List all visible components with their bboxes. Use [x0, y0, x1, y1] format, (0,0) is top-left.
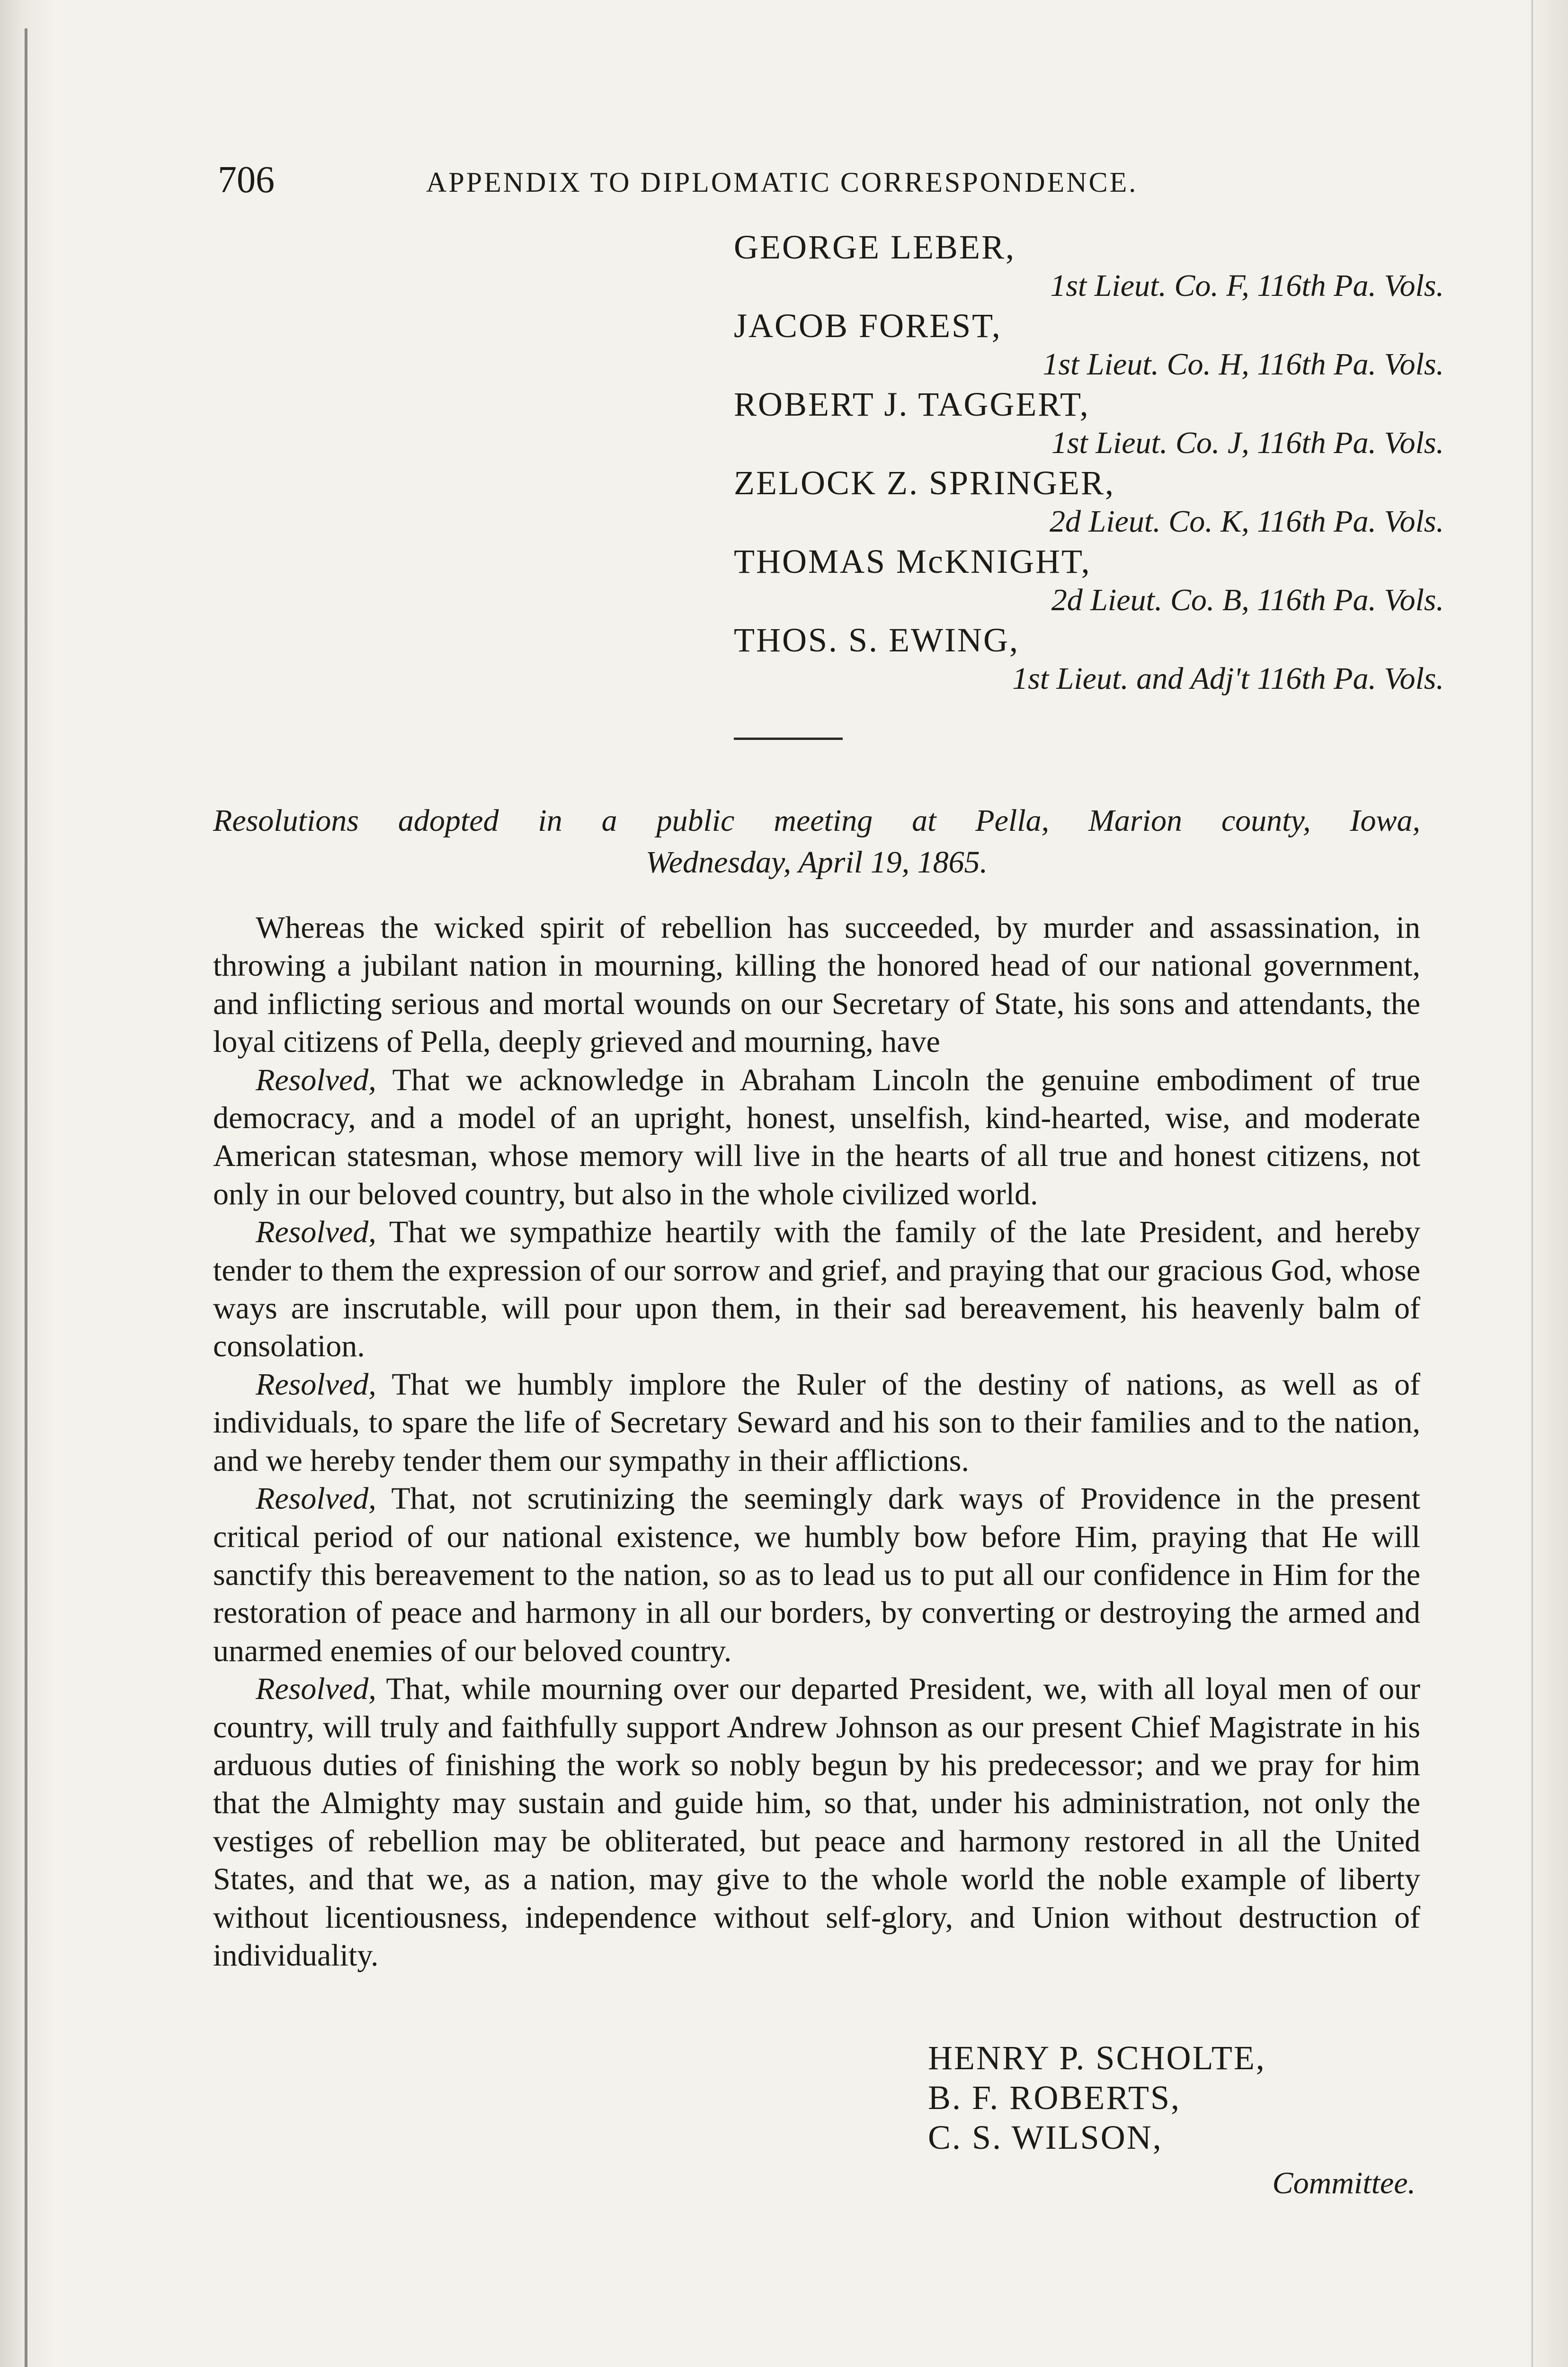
resolved-label: Resolved,: [256, 1672, 376, 1707]
resolved-label: Resolved,: [256, 1215, 376, 1250]
signatory-name: ZELOCK Z. SPRINGER,: [734, 464, 1115, 502]
resolution-text: That, while mourning over our departed President, we, with all loyal men of our country, will truly and faithfully support Andrew Johnson as our present Chief Magistrate in his arduous duties of finishing the work so nobly begun by his predecessor; and we pray for him that the Almighty may sustain and guide him, so that, under his administration, not only the vestiges of rebellion may be obliterated, but peace and harmony restored in all the United States, and that we, as a nation, may give to the whole world the noble example of liberty without licentiousness, independence without self-glory, and Union without destruction of individuality.: [213, 1672, 1420, 1973]
page-header: [218, 156, 1401, 204]
section-divider: [734, 738, 843, 740]
running-title: APPENDIX TO DIPLOMATIC CORRESPONDENCE.: [426, 167, 1138, 198]
caption-line-2: Wednesday, April 19, 1865.: [645, 845, 988, 880]
committee-signatures: [928, 2038, 1425, 2205]
resolution-paragraph: [213, 1670, 1420, 1975]
signatory-name: JACOB FOREST,: [734, 307, 1002, 345]
signatory: [734, 463, 1444, 542]
signatories-block: [734, 227, 1444, 699]
signatory-rank: 2d Lieut. Co. K, 116th Pa. Vols.: [1050, 504, 1444, 539]
resolved-label: Resolved,: [256, 1367, 376, 1402]
signatory-rank: 1st Lieut. and Adj't 116th Pa. Vols.: [1012, 661, 1444, 696]
preamble-paragraph: Whereas the wicked spirit of rebellion has succeeded, by murder and assassination, in throwing a jubilant nation in mourning, killing the honored head of our national government, and inflicting serious and mortal wounds on our Secretary of State, his sons and attendants, the loyal citizens of Pella, deeply grieved and mourning, have: [213, 910, 1420, 1059]
signatory-name: THOMAS McKNIGHT,: [734, 543, 1091, 580]
signatory: [734, 620, 1444, 699]
resolution-text: That we acknowledge in Abraham Lincoln the genuine embodiment of true democracy, and a model of an upright, honest, unselfish, kind-hearted, wise, and moderate American statesman, whose memory will live in the hearts of all true and honest citizens, not only in our beloved country, but also in the whole civilized world.: [213, 1062, 1420, 1211]
resolved-label: Resolved,: [256, 1062, 376, 1097]
resolutions-body: [213, 909, 1420, 1975]
signatory-rank: 1st Lieut. Co. H, 116th Pa. Vols.: [1042, 347, 1444, 382]
signatory-rank: 1st Lieut. Co. J, 116th Pa. Vols.: [1051, 426, 1444, 460]
committee-member: HENRY P. SCHOLTE,: [928, 2039, 1266, 2077]
page-binding-shadow: [0, 0, 57, 2367]
signatory: [734, 542, 1444, 620]
page-right-edge: [1532, 0, 1533, 2367]
signatory: [734, 227, 1444, 306]
page-binding-edge: [25, 28, 27, 2367]
signatory-name: THOS. S. EWING,: [734, 621, 1019, 659]
signatory: [734, 384, 1444, 463]
resolved-label: Resolved,: [256, 1481, 376, 1516]
signatory-rank: 2d Lieut. Co. B, 116th Pa. Vols.: [1051, 583, 1444, 617]
signatory: [734, 306, 1444, 384]
committee-member: C. S. WILSON,: [928, 2118, 1163, 2156]
resolution-paragraph: [213, 1213, 1420, 1366]
resolution-paragraph: [213, 1366, 1420, 1480]
signatory-name: GEORGE LEBER,: [734, 228, 1016, 266]
resolution-paragraph: [213, 1061, 1420, 1214]
page-number: 706: [218, 159, 275, 201]
signatory-rank: 1st Lieut. Co. F, 116th Pa. Vols.: [1050, 268, 1444, 303]
committee-label: Committee.: [1272, 2166, 1416, 2200]
resolution-text: That, not scrutinizing the seemingly dark ways of Providence in the present critical period of our national existence, we humbly bow before Him, praying that He will sanctify this bereavement to the nation, so as to lead us to put all our confidence in Him for the restoration of peace and harmony in all our borders, by converting or destroying the armed and unarmed enemies of our beloved country.: [213, 1481, 1420, 1668]
resolution-paragraph: [213, 1480, 1420, 1670]
committee-member: B. F. ROBERTS,: [928, 2079, 1181, 2117]
caption-line-1: Resolutions adopted in a public meeting at Pella, Marion county, Iowa,: [213, 803, 1420, 838]
resolutions-caption: [213, 800, 1420, 883]
resolution-text: That we sympathize heartily with the family of the late President, and hereby tender to them the expression of our sorrow and grief, and praying that our gracious God, whose ways are inscrutable, will pour upon them, in their sad bereavement, his heavenly balm of consolation.: [213, 1215, 1420, 1364]
signatory-name: ROBERT J. TAGGERT,: [734, 385, 1090, 423]
resolution-text: That we humbly implore the Ruler of the destiny of nations, as well as of individuals, to spare the life of Secretary Seward and his son to their families and to the nation, and we hereby tender them our sympathy in their afflictions.: [213, 1367, 1420, 1478]
